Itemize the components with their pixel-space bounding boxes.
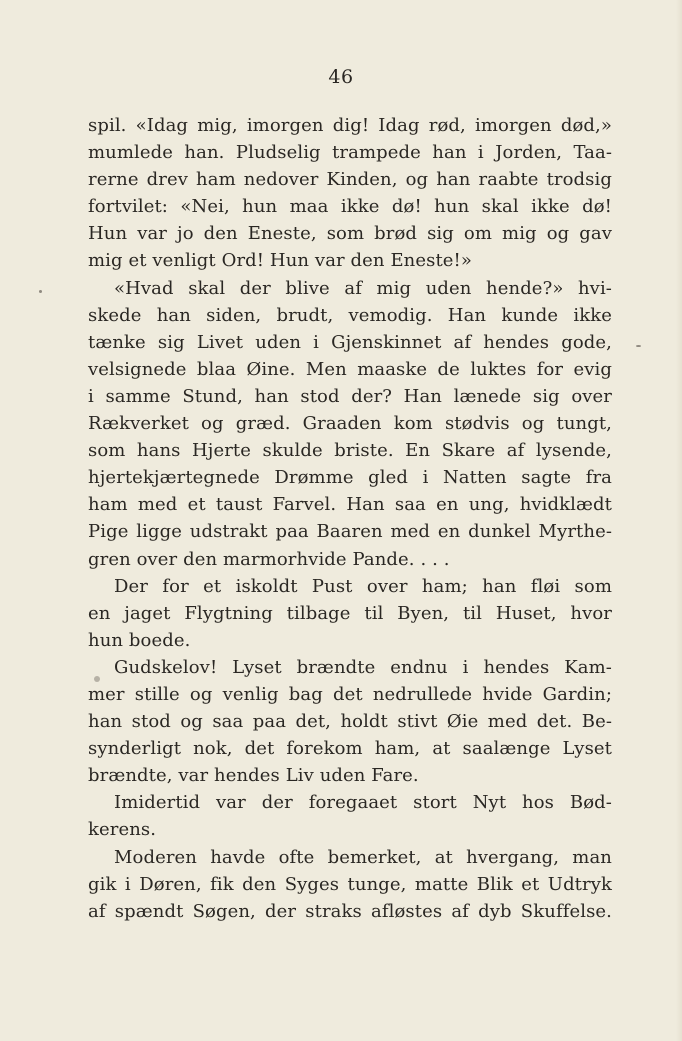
- text-line: mumlede han. Pludselig trampede han i Jorden, Taa-: [88, 142, 612, 164]
- page-number: 46: [328, 66, 354, 88]
- text-line: Imidertid var der foregaaet stort Nyt hos Bød-: [114, 792, 612, 814]
- text-line: hjertekjærtegnede Drømme gled i Natten sagte fra: [88, 467, 612, 489]
- text-line: som hans Hjerte skulde briste. En Skare af lysende,: [88, 440, 612, 462]
- text-line: ham med et taust Farvel. Han saa en ung, hvidklædt: [88, 494, 612, 516]
- text-line: Rækverket og græd. Graaden kom stødvis og tungt,: [88, 413, 612, 435]
- text-line: gik i Døren, fik den Syges tunge, matte Blik et Udtryk: [88, 873, 612, 895]
- text-line: mig et venligt Ord! Hun var den Eneste!»: [88, 250, 472, 272]
- text-line: velsignede blaa Øine. Men maaske de luktes for evig: [88, 358, 612, 380]
- text-line: af spændt Søgen, der straks afløstes af dyb Skuffelse.: [88, 900, 612, 922]
- text-line: fortvilet: «Nei, hun maa ikke dø! hun skal ikke dø!: [88, 196, 612, 218]
- body-text: [88, 112, 612, 925]
- text-line: han stod og saa paa det, holdt stivt Øie med det. Be-: [88, 711, 612, 733]
- text-line: hun boede.: [88, 629, 191, 651]
- text-line: brændte, var hendes Liv uden Fare.: [88, 765, 419, 787]
- text-line: kerens.: [88, 819, 157, 841]
- text-line: Moderen havde ofte bemerket, at hvergang, man: [114, 846, 612, 868]
- paper-speck: [39, 290, 42, 293]
- text-line: spil. «Idag mig, imorgen dig! Idag rød, imorgen død,»: [88, 115, 612, 136]
- text-line: mer stille og venlig bag det nedrullede hvide Gardin;: [88, 683, 612, 705]
- text-line: «Hvad skal der blive af mig uden hende?» hvi-: [114, 277, 612, 299]
- text-line: Pige ligge udstrakt paa Baaren med en dunkel Myrthe-: [88, 521, 612, 543]
- text-line: rerne drev ham nedover Kinden, og han raabte trodsig: [88, 169, 612, 191]
- text-line: Der for et iskoldt Pust over ham; han fløi som: [114, 575, 612, 597]
- text-line: en jaget Flygtning tilbage til Byen, til Huset, hvor: [88, 602, 612, 624]
- text-line: skede han siden, brudt, vemodig. Han kunde ikke: [88, 304, 612, 326]
- text-line: tænke sig Livet uden i Gjenskinnet af hendes gode,: [88, 331, 612, 353]
- text-line: Hun var jo den Eneste, som brød sig om mig og gav: [88, 223, 612, 245]
- paper-speck: [636, 345, 641, 347]
- paper-speck: [94, 676, 100, 682]
- text-line: gren over den marmorhvide Pande. . . .: [88, 548, 450, 570]
- text-line: synderligt nok, det forekom ham, at saalænge Lyset: [88, 738, 612, 760]
- text-line: Gudskelov! Lyset brændte endnu i hendes Kam-: [114, 656, 612, 678]
- page-edge-shadow: [676, 0, 682, 1041]
- text-line: i samme Stund, han stod der? Han lænede sig over: [88, 385, 612, 407]
